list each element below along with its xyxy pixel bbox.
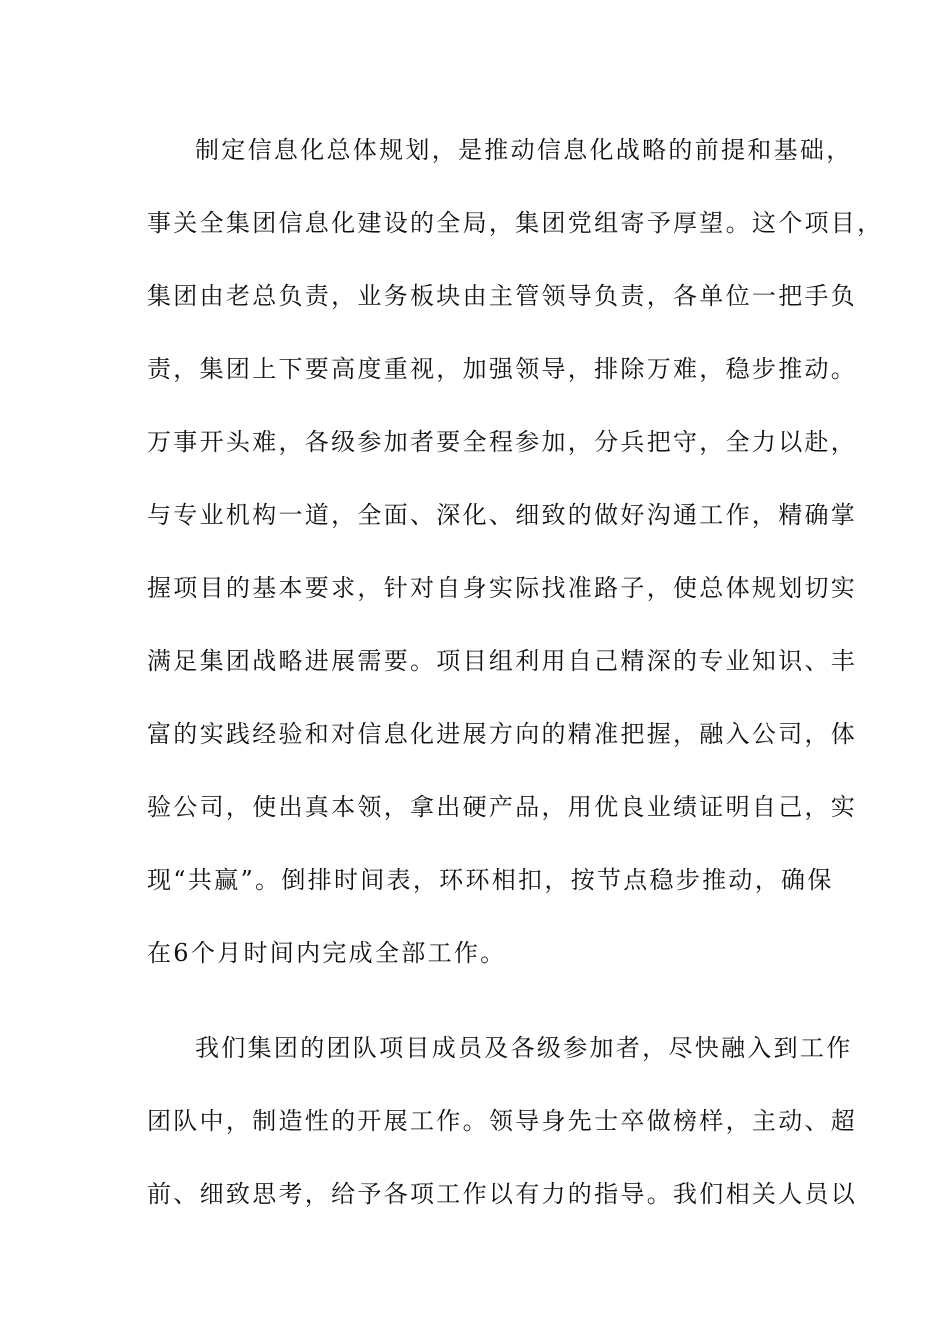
- paragraph-2-line-2: 团队中，制造性的开展工作。领导身先士卒做榜样，主动、超: [147, 1107, 858, 1135]
- paragraph-1-line-10: 验公司，使出真本领，拿出硬产品，用优良业绩证明自己，实: [147, 793, 858, 821]
- paragraph-1-line-11: 现“共赢”。倒排时间表，环环相扣，按节点稳步推动，确保: [147, 866, 834, 894]
- paragraph-1-line-12: 在6个月时间内完成全部工作。: [147, 939, 507, 967]
- paragraph-2-line-1: 我们集团的团队项目成员及各级参加者，尽快融入到工作: [195, 1034, 853, 1062]
- paragraph-1-line-1: 制定信息化总体规划，是推动信息化战略的前提和基础，: [195, 136, 853, 164]
- paragraph-1-line-4: 责，集团上下要高度重视，加强领导，排除万难，稳步推动。: [147, 355, 858, 383]
- paragraph-1-line-5: 万事开头难，各级参加者要全程参加，分兵把守，全力以赴，: [147, 428, 858, 456]
- paragraph-2-line-3: 前、细致思考，给予各项工作以有力的指导。我们相关人员以: [147, 1180, 858, 1208]
- paragraph-1-line-9: 富的实践经验和对信息化进展方向的精准把握，融入公司，体: [147, 720, 858, 748]
- paragraph-1-line-7: 握项目的基本要求，针对自身实际找准路子，使总体规划切实: [147, 574, 858, 602]
- paragraph-1-line-3: 集团由老总负责，业务板块由主管领导负责，各单位一把手负: [147, 282, 858, 310]
- paragraph-1-line-2: 事关全集团信息化建设的全局，集团党组寄予厚望。这个项目，: [147, 209, 884, 237]
- paragraph-1-line-8: 满足集团战略进展需要。项目组利用自己精深的专业知识、丰: [147, 647, 858, 675]
- paragraph-1-line-6: 与专业机构一道，全面、深化、细致的做好沟通工作，精确掌: [147, 501, 858, 529]
